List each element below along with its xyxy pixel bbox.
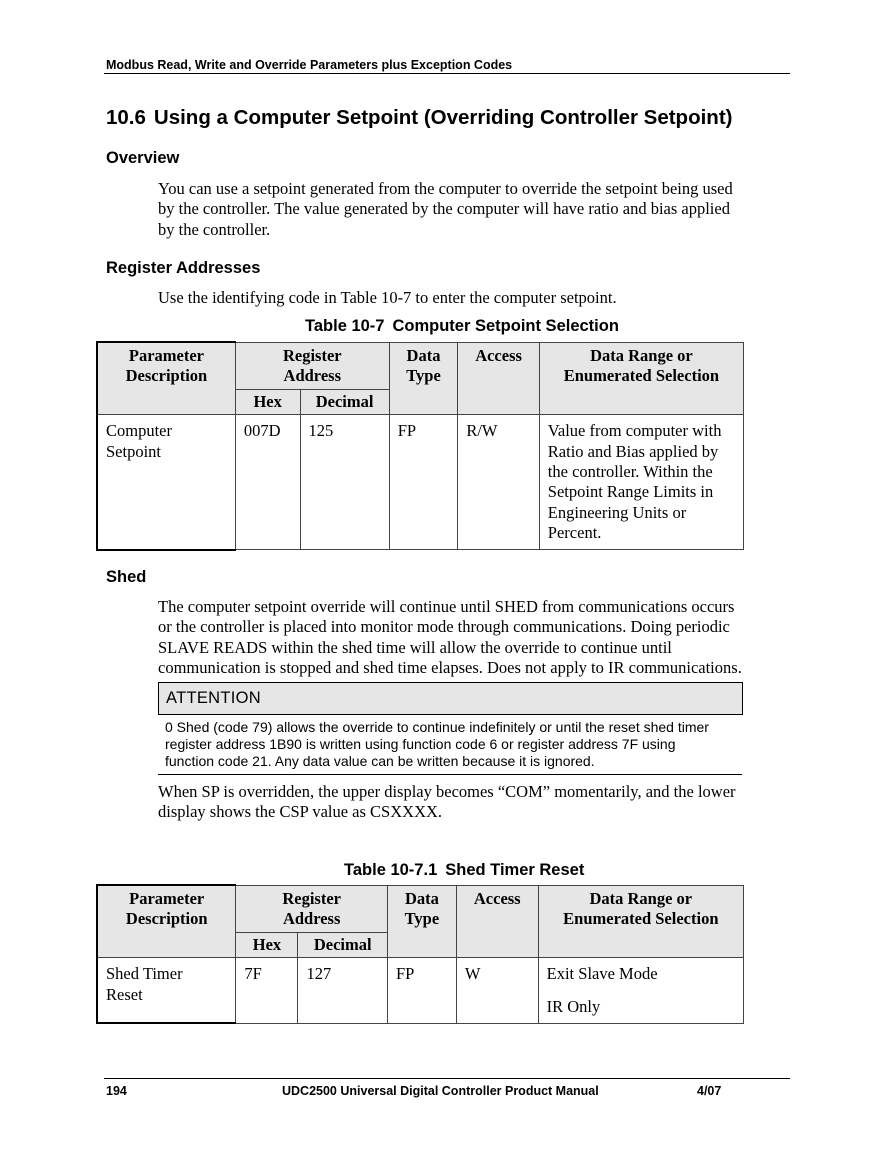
overview-line: by the controller. (158, 219, 271, 239)
col-header-decimal: Decimal (300, 390, 389, 415)
sp-override-line: When SP is overridden, the upper display becomes “COM” momentarily, and the lower (158, 782, 736, 801)
cell-text: Engineering Units or (547, 502, 687, 522)
sp-override-paragraph (158, 782, 788, 823)
attention-line: 0 Shed (code 79) allows the override to continue indefinitely or until the reset shed timer (165, 719, 709, 735)
shed-line: The computer setpoint override will continue until SHED from communications occurs (158, 597, 735, 616)
attention-line: function code 21. Any data value can be written because it is ignored. (165, 753, 595, 769)
col-header-parameter-description (97, 885, 236, 958)
overview-line: by the controller. The value generated by the computer will have ratio and bias applied (158, 199, 730, 219)
table-caption (344, 861, 584, 880)
col-header-data-type (387, 885, 456, 958)
attention-box (158, 682, 743, 715)
attention-rule (158, 774, 742, 775)
shed-timer-reset-table (96, 884, 744, 1024)
cell-data-type: FP (387, 958, 456, 1024)
section-number: 10.6 (106, 106, 146, 129)
table-caption-title: Shed Timer Reset (445, 861, 585, 879)
shed-line: SLAVE READS within the shed time will allow the override to continue until (158, 637, 672, 657)
table-caption-title: Computer Setpoint Selection (392, 317, 619, 335)
header-text: Parameter (128, 346, 204, 365)
table-row (97, 415, 744, 550)
header-text: Register (282, 345, 342, 365)
register-addresses-heading: Register Addresses (106, 259, 261, 277)
attention-body (165, 719, 709, 770)
cell-decimal: 127 (298, 958, 387, 1024)
col-header-access: Access (458, 342, 539, 415)
col-header-data-range (538, 885, 743, 958)
overview-line: You can use a setpoint generated from the computer to override the setpoint being used (158, 179, 733, 198)
cell-text: Reset (106, 984, 143, 1004)
cell-description (97, 415, 235, 550)
cell-data-range (539, 415, 743, 550)
attention-title: ATTENTION (166, 689, 261, 707)
cell-text: Setpoint (106, 441, 162, 461)
running-header: Modbus Read, Write and Override Parameters plus Exception Codes (106, 58, 513, 72)
col-header-access: Access (456, 885, 538, 958)
cell-description (97, 958, 236, 1024)
header-text: Address (283, 365, 341, 385)
header-text: Register (282, 888, 341, 908)
col-header-hex: Hex (236, 933, 298, 958)
header-text: Parameter (129, 889, 205, 908)
section-title-text: Using a Computer Setpoint (Overriding Controller Setpoint) (153, 106, 733, 129)
header-text: Data (404, 888, 439, 908)
col-header-register-address (236, 885, 388, 933)
section-title (106, 106, 732, 130)
header-text: Type (406, 365, 441, 385)
cell-hex: 7F (236, 958, 298, 1024)
cell-hex: 007D (235, 415, 300, 550)
header-text: Data Range or (590, 345, 693, 365)
shed-line: or the controller is placed into monitor mode through communications. Doing periodic (158, 617, 730, 637)
overview-paragraph (158, 179, 788, 240)
header-text: Data (406, 345, 441, 365)
header-text: Type (404, 908, 440, 928)
cell-text: Value from computer with (547, 421, 722, 441)
col-header-decimal: Decimal (298, 933, 387, 958)
header-rule (104, 73, 790, 74)
table-caption-number: Table 10-7 (305, 317, 385, 335)
overview-heading: Overview (106, 149, 180, 167)
cell-access: R/W (458, 415, 539, 550)
sp-override-line: display shows the CSP value as CSXXXX. (158, 802, 443, 822)
header-text: Data Range or (589, 888, 693, 908)
footer-title: UDC2500 Universal Digital Controller Product Manual (282, 1084, 599, 1098)
col-header-parameter-description (97, 342, 235, 415)
footer-date: 4/07 (697, 1084, 722, 1098)
cell-text: Exit Slave Mode (546, 964, 658, 984)
cell-text: Ratio and Bias applied by (547, 441, 719, 461)
col-header-data-type (389, 342, 458, 415)
table-caption-number: Table 10-7.1 (344, 861, 438, 879)
register-addresses-line: Use the identifying code in Table 10-7 to enter the computer setpoint. (158, 288, 617, 307)
shed-heading: Shed (106, 568, 147, 586)
shed-line: communication is stopped and shed time elapses. Does not apply to IR communications. (158, 657, 742, 677)
register-addresses-paragraph (158, 288, 788, 308)
cell-decimal: 125 (300, 415, 389, 550)
cell-text: the controller. Within the (547, 461, 713, 481)
header-text: Address (282, 908, 341, 928)
header-text: Description (125, 909, 208, 929)
cell-text: IR Only (546, 996, 601, 1016)
cell-data-range (538, 958, 743, 1024)
header-text: Enumerated Selection (563, 365, 720, 385)
cell-text: Computer (106, 421, 172, 441)
footer-rule (104, 1078, 790, 1079)
cell-text: Percent. (547, 522, 602, 542)
col-header-data-range (539, 342, 743, 415)
attention-line: register address 1B90 is written using function code 6 or register address 7F using (165, 736, 676, 752)
shed-paragraph (158, 597, 788, 678)
page-number: 194 (106, 1084, 127, 1098)
table-caption (305, 317, 619, 336)
cell-data-type: FP (389, 415, 458, 550)
cell-text: Setpoint Range Limits in (547, 482, 714, 502)
col-header-register-address (235, 342, 389, 390)
table-row (97, 958, 744, 1024)
cell-text: Shed Timer (106, 964, 183, 984)
header-text: Description (125, 366, 208, 386)
computer-setpoint-table (96, 341, 744, 551)
col-header-hex: Hex (235, 390, 300, 415)
cell-access: W (456, 958, 538, 1024)
header-text: Enumerated Selection (563, 908, 719, 928)
